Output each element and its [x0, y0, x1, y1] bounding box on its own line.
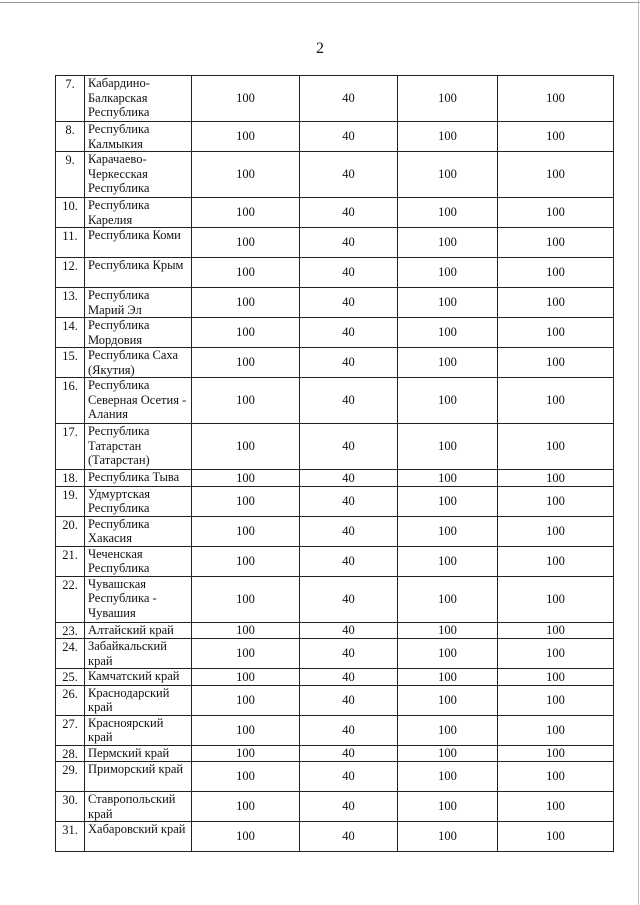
value-cell-1: 100: [192, 715, 300, 745]
page-number: 2: [316, 40, 324, 57]
row-number: 25.: [56, 669, 85, 686]
value-cell-2: 40: [300, 822, 398, 852]
value-cell-3: 100: [398, 258, 498, 288]
row-number: 27.: [56, 715, 85, 745]
region-name: Республика Мордовия: [85, 318, 192, 348]
value-cell-2: 40: [300, 228, 398, 258]
value-cell-3: 100: [398, 639, 498, 669]
value-cell-4: 100: [498, 792, 614, 822]
value-cell-1: 100: [192, 348, 300, 378]
value-cell-1: 100: [192, 762, 300, 792]
value-cell-2: 40: [300, 122, 398, 152]
table-row: [56, 318, 614, 348]
table-row: [56, 378, 614, 424]
region-name: Республика Саха (Якутия): [85, 348, 192, 378]
region-name: Республика Карелия: [85, 198, 192, 228]
value-cell-4: 100: [498, 318, 614, 348]
value-cell-1: 100: [192, 622, 300, 639]
value-cell-1: 100: [192, 470, 300, 487]
value-cell-4: 100: [498, 258, 614, 288]
value-cell-1: 100: [192, 516, 300, 546]
region-name: Кабардино-Балкарская Республика: [85, 76, 192, 122]
value-cell-4: 100: [498, 378, 614, 424]
region-name: Краснодарский край: [85, 685, 192, 715]
value-cell-4: 100: [498, 288, 614, 318]
value-cell-4: 100: [498, 622, 614, 639]
table-row: [56, 576, 614, 622]
value-cell-1: 100: [192, 198, 300, 228]
value-cell-1: 100: [192, 288, 300, 318]
value-cell-2: 40: [300, 792, 398, 822]
value-cell-3: 100: [398, 576, 498, 622]
value-cell-4: 100: [498, 152, 614, 198]
region-name: Республика Коми: [85, 228, 192, 258]
region-name: Республика Хакасия: [85, 516, 192, 546]
value-cell-2: 40: [300, 348, 398, 378]
value-cell-1: 100: [192, 822, 300, 852]
value-cell-1: 100: [192, 576, 300, 622]
table-row: [56, 76, 614, 122]
value-cell-2: 40: [300, 516, 398, 546]
value-cell-4: 100: [498, 122, 614, 152]
row-number: 9.: [56, 152, 85, 198]
value-cell-3: 100: [398, 822, 498, 852]
value-cell-2: 40: [300, 745, 398, 762]
value-cell-4: 100: [498, 76, 614, 122]
value-cell-4: 100: [498, 424, 614, 470]
row-number: 31.: [56, 822, 85, 852]
value-cell-2: 40: [300, 622, 398, 639]
value-cell-1: 100: [192, 228, 300, 258]
regions-table-body: [56, 76, 614, 852]
region-name: Удмуртская Республика: [85, 486, 192, 516]
value-cell-2: 40: [300, 288, 398, 318]
value-cell-1: 100: [192, 424, 300, 470]
value-cell-3: 100: [398, 792, 498, 822]
value-cell-4: 100: [498, 685, 614, 715]
table-row: [56, 669, 614, 686]
value-cell-2: 40: [300, 198, 398, 228]
region-name: Республика Марий Эл: [85, 288, 192, 318]
row-number: 18.: [56, 470, 85, 487]
value-cell-3: 100: [398, 288, 498, 318]
value-cell-2: 40: [300, 669, 398, 686]
table-row: [56, 516, 614, 546]
table-row: [56, 288, 614, 318]
value-cell-2: 40: [300, 152, 398, 198]
row-number: 14.: [56, 318, 85, 348]
value-cell-1: 100: [192, 318, 300, 348]
value-cell-3: 100: [398, 348, 498, 378]
table-row: [56, 258, 614, 288]
row-number: 8.: [56, 122, 85, 152]
value-cell-1: 100: [192, 546, 300, 576]
value-cell-3: 100: [398, 669, 498, 686]
table-row: [56, 470, 614, 487]
value-cell-3: 100: [398, 470, 498, 487]
row-number: 12.: [56, 258, 85, 288]
row-number: 11.: [56, 228, 85, 258]
table-row: [56, 745, 614, 762]
region-name: Чувашская Республика - Чувашия: [85, 576, 192, 622]
value-cell-1: 100: [192, 639, 300, 669]
region-name: Красноярский край: [85, 715, 192, 745]
value-cell-1: 100: [192, 745, 300, 762]
value-cell-2: 40: [300, 576, 398, 622]
value-cell-1: 100: [192, 122, 300, 152]
value-cell-3: 100: [398, 745, 498, 762]
table-row: [56, 762, 614, 792]
value-cell-2: 40: [300, 486, 398, 516]
row-number: 26.: [56, 685, 85, 715]
row-number: 22.: [56, 576, 85, 622]
value-cell-3: 100: [398, 762, 498, 792]
value-cell-3: 100: [398, 424, 498, 470]
value-cell-3: 100: [398, 228, 498, 258]
region-name: Республика Калмыкия: [85, 122, 192, 152]
row-number: 15.: [56, 348, 85, 378]
table-row: [56, 792, 614, 822]
value-cell-4: 100: [498, 715, 614, 745]
value-cell-3: 100: [398, 318, 498, 348]
region-name: Забайкальский край: [85, 639, 192, 669]
region-name: Приморский край: [85, 762, 192, 792]
region-name: Алтайский край: [85, 622, 192, 639]
row-number: 21.: [56, 546, 85, 576]
region-name: Камчатский край: [85, 669, 192, 686]
value-cell-2: 40: [300, 546, 398, 576]
value-cell-1: 100: [192, 685, 300, 715]
value-cell-4: 100: [498, 822, 614, 852]
table-row: [56, 822, 614, 852]
table-row: [56, 622, 614, 639]
table-row: [56, 122, 614, 152]
row-number: 19.: [56, 486, 85, 516]
value-cell-4: 100: [498, 576, 614, 622]
table-row: [56, 639, 614, 669]
row-number: 17.: [56, 424, 85, 470]
value-cell-3: 100: [398, 76, 498, 122]
value-cell-1: 100: [192, 378, 300, 424]
value-cell-4: 100: [498, 669, 614, 686]
table-row: [56, 715, 614, 745]
table-row: [56, 228, 614, 258]
region-name: Ставропольский край: [85, 792, 192, 822]
row-number: 24.: [56, 639, 85, 669]
value-cell-2: 40: [300, 424, 398, 470]
row-number: 30.: [56, 792, 85, 822]
value-cell-3: 100: [398, 152, 498, 198]
value-cell-2: 40: [300, 715, 398, 745]
value-cell-1: 100: [192, 258, 300, 288]
row-number: 16.: [56, 378, 85, 424]
value-cell-4: 100: [498, 348, 614, 378]
value-cell-3: 100: [398, 486, 498, 516]
value-cell-1: 100: [192, 76, 300, 122]
table-row: [56, 348, 614, 378]
right-border-line: [638, 0, 639, 905]
value-cell-2: 40: [300, 639, 398, 669]
value-cell-4: 100: [498, 486, 614, 516]
value-cell-3: 100: [398, 715, 498, 745]
row-number: 29.: [56, 762, 85, 792]
value-cell-3: 100: [398, 378, 498, 424]
value-cell-1: 100: [192, 486, 300, 516]
value-cell-4: 100: [498, 762, 614, 792]
table-row: [56, 486, 614, 516]
value-cell-3: 100: [398, 198, 498, 228]
value-cell-2: 40: [300, 762, 398, 792]
value-cell-2: 40: [300, 258, 398, 288]
row-number: 28.: [56, 745, 85, 762]
table-row: [56, 152, 614, 198]
value-cell-2: 40: [300, 76, 398, 122]
value-cell-1: 100: [192, 152, 300, 198]
region-name: Республика Татарстан (Татарстан): [85, 424, 192, 470]
value-cell-3: 100: [398, 546, 498, 576]
value-cell-3: 100: [398, 622, 498, 639]
value-cell-4: 100: [498, 639, 614, 669]
table-row: [56, 546, 614, 576]
value-cell-3: 100: [398, 685, 498, 715]
region-name: Хабаровский край: [85, 822, 192, 852]
table-row: [56, 198, 614, 228]
value-cell-4: 100: [498, 198, 614, 228]
regions-table: [55, 75, 614, 852]
value-cell-4: 100: [498, 516, 614, 546]
region-name: Республика Северная Осетия - Алания: [85, 378, 192, 424]
value-cell-4: 100: [498, 470, 614, 487]
value-cell-3: 100: [398, 122, 498, 152]
row-number: 23.: [56, 622, 85, 639]
value-cell-1: 100: [192, 669, 300, 686]
value-cell-2: 40: [300, 378, 398, 424]
value-cell-4: 100: [498, 745, 614, 762]
value-cell-2: 40: [300, 685, 398, 715]
value-cell-4: 100: [498, 546, 614, 576]
value-cell-2: 40: [300, 470, 398, 487]
row-number: 7.: [56, 76, 85, 122]
table-row: [56, 424, 614, 470]
value-cell-3: 100: [398, 516, 498, 546]
value-cell-4: 100: [498, 228, 614, 258]
top-border-line: [0, 2, 640, 3]
region-name: Карачаево-Черкесская Республика: [85, 152, 192, 198]
region-name: Чеченская Республика: [85, 546, 192, 576]
region-name: Республика Тыва: [85, 470, 192, 487]
value-cell-1: 100: [192, 792, 300, 822]
row-number: 20.: [56, 516, 85, 546]
row-number: 10.: [56, 198, 85, 228]
table-row: [56, 685, 614, 715]
value-cell-2: 40: [300, 318, 398, 348]
row-number: 13.: [56, 288, 85, 318]
region-name: Пермский край: [85, 745, 192, 762]
region-name: Республика Крым: [85, 258, 192, 288]
